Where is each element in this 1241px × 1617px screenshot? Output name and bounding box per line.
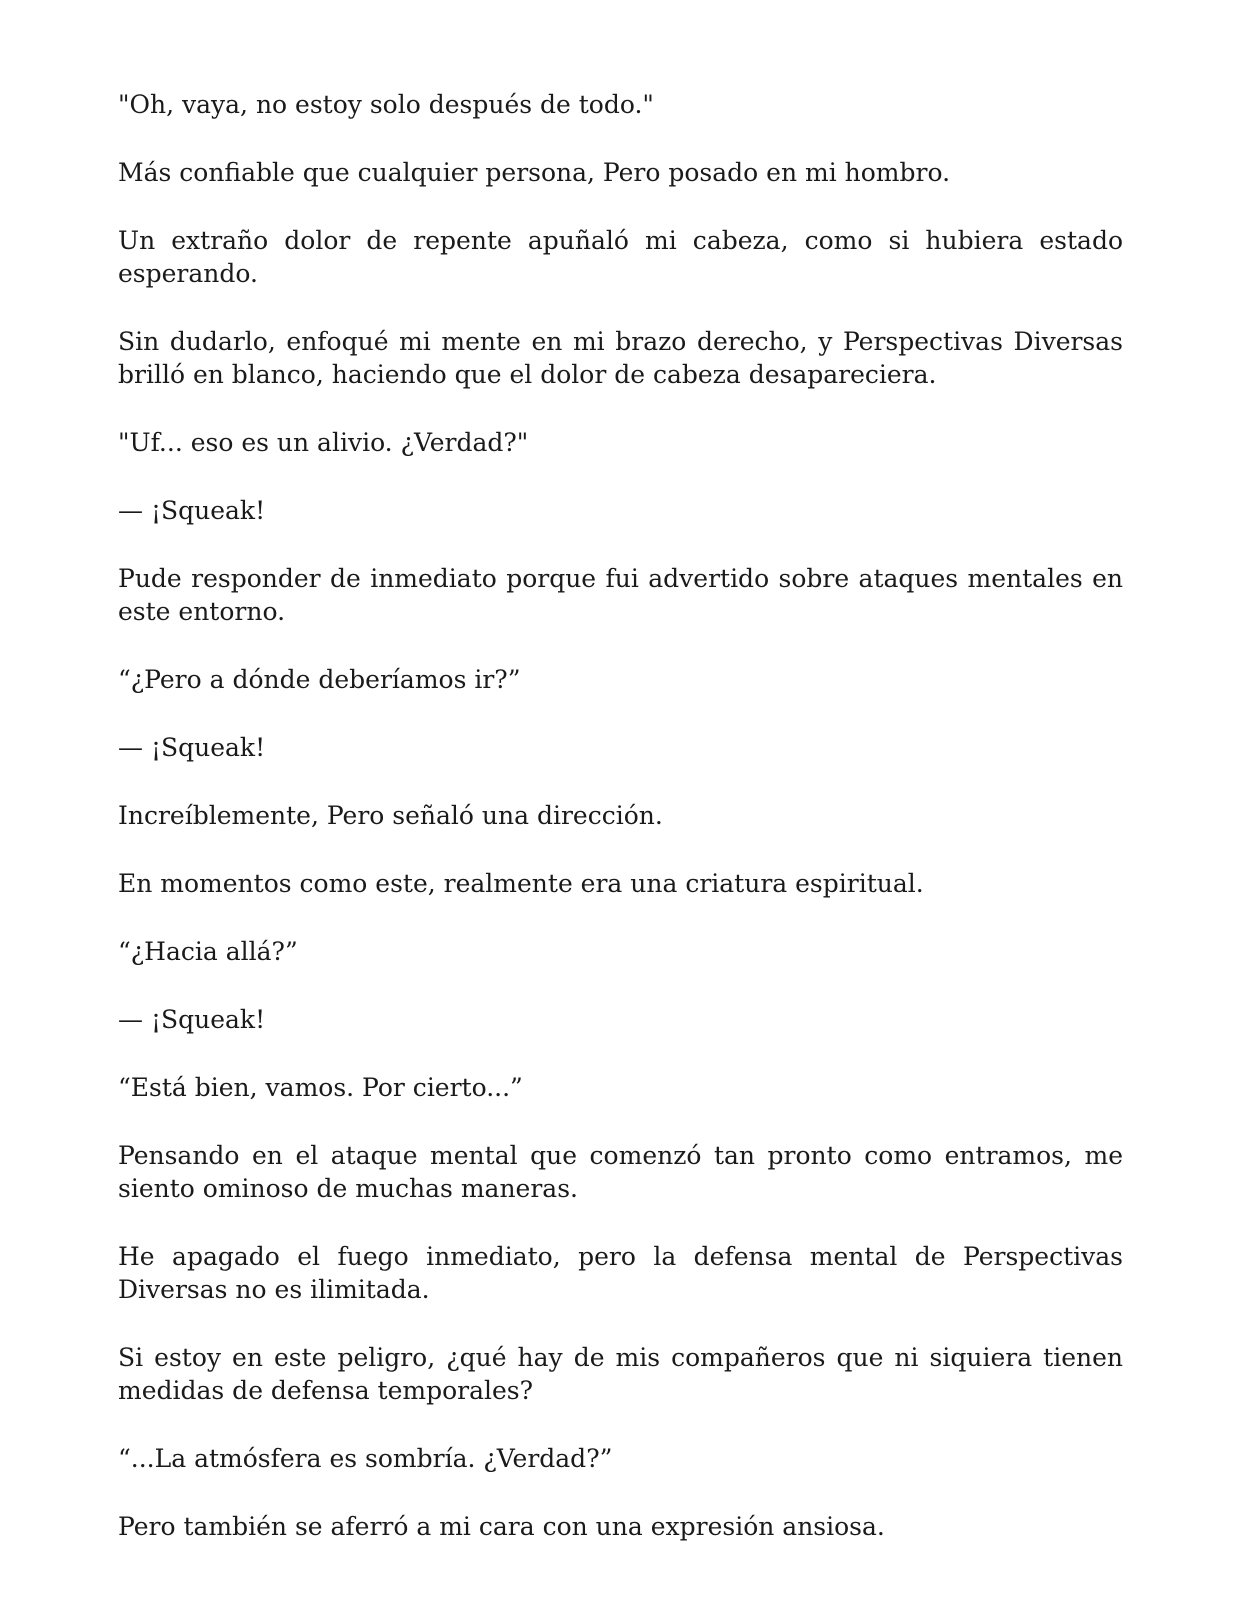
paragraph-12: “¿Hacia allá?” (118, 937, 298, 966)
document-body (118, 88, 1123, 1578)
paragraph-17: Si estoy en este peligro, ¿qué hay de mis compañeros que ni siquiera tienen medidas de defensa temporales? (118, 1343, 1123, 1405)
paragraph-3: Un extraño dolor de repente apuñaló mi cabeza, como si hubiera estado esperando. (118, 226, 1123, 288)
paragraph-2: Más confiable que cualquier persona, Pero posado en mi hombro. (118, 158, 951, 187)
paragraph-11: En momentos como este, realmente era una criatura espiritual. (118, 869, 924, 898)
paragraph-18: “...La atmósfera es sombría. ¿Verdad?” (118, 1444, 613, 1473)
paragraph-10: Increíblemente, Pero señaló una dirección. (118, 801, 663, 830)
paragraph-7: Pude responder de inmediato porque fui advertido sobre ataques mentales en este entorno. (118, 564, 1123, 626)
paragraph-15: Pensando en el ataque mental que comenzó tan pronto como entramos, me siento ominoso de muchas maneras. (118, 1141, 1123, 1203)
paragraph-1: "Oh, vaya, no estoy solo después de todo." (118, 90, 654, 119)
paragraph-9: — ¡Squeak! (118, 733, 266, 762)
paragraph-13: — ¡Squeak! (118, 1005, 266, 1034)
paragraph-14: “Está bien, vamos. Por cierto...” (118, 1073, 523, 1102)
paragraph-4: Sin dudarlo, enfoqué mi mente en mi brazo derecho, y Perspectivas Diversas brilló en blanco, haciendo que el dolor de cabeza desapareciera. (118, 327, 1123, 389)
paragraph-16: He apagado el fuego inmediato, pero la defensa mental de Perspectivas Diversas no es ilimitada. (118, 1242, 1123, 1304)
paragraph-19: Pero también se aferró a mi cara con una expresión ansiosa. (118, 1512, 885, 1541)
paragraph-6: — ¡Squeak! (118, 496, 266, 525)
paragraph-8: “¿Pero a dónde deberíamos ir?” (118, 665, 521, 694)
paragraph-5: "Uf... eso es un alivio. ¿Verdad?" (118, 428, 529, 457)
